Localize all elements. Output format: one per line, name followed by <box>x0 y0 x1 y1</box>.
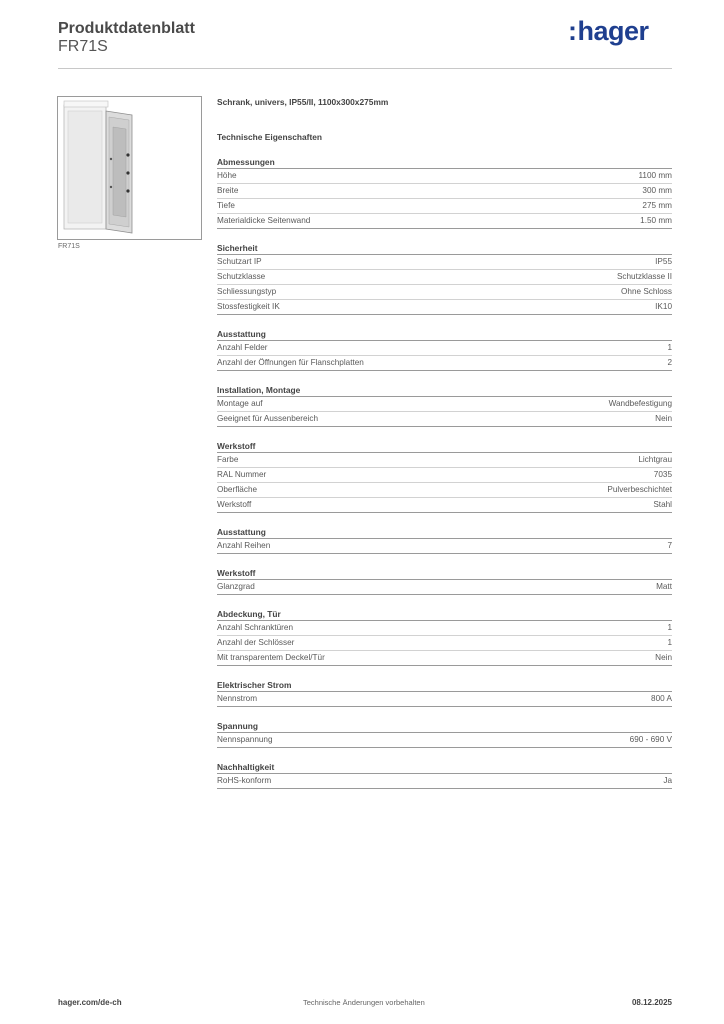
spec-value: Stahl <box>653 500 672 509</box>
spec-label: Stossfestigkeit IK <box>217 302 280 311</box>
spec-label: Glanzgrad <box>217 582 255 591</box>
spec-value: Pulverbeschichtet <box>607 485 672 494</box>
header-divider <box>58 68 672 69</box>
technical-properties-heading: Technische Eigenschaften <box>217 132 323 142</box>
spec-label: Breite <box>217 186 239 195</box>
spec-section <box>217 608 672 666</box>
spec-label: Nennspannung <box>217 735 273 744</box>
spec-value: Matt <box>656 582 672 591</box>
section-title: Ausstattung <box>217 328 672 341</box>
spec-section <box>217 720 672 748</box>
spec-label: Anzahl der Schlösser <box>217 638 295 647</box>
section-title: Elektrischer Strom <box>217 679 672 692</box>
spec-row <box>217 255 672 270</box>
spec-value: Schutzklasse II <box>616 272 672 281</box>
spec-label: Montage auf <box>217 399 263 408</box>
spec-label: Anzahl Reihen <box>217 541 271 550</box>
specifications <box>217 96 672 789</box>
hager-logo: :hager <box>568 16 649 46</box>
spec-value: 1 <box>667 343 672 352</box>
spec-row <box>217 285 672 300</box>
spec-value: 1 <box>667 623 672 632</box>
spec-row <box>217 539 672 554</box>
spec-value: 1100 mm <box>638 171 672 180</box>
spec-section <box>217 526 672 554</box>
product-code: FR71S <box>58 38 108 55</box>
spec-row <box>217 774 672 789</box>
product-image <box>57 96 202 240</box>
spec-value: 1.50 mm <box>640 216 672 225</box>
spec-row <box>217 636 672 651</box>
spec-row <box>217 621 672 636</box>
spec-value: 2 <box>667 358 672 367</box>
spec-row <box>217 468 672 483</box>
spec-value: 275 mm <box>642 201 672 210</box>
spec-section <box>217 328 672 371</box>
section-title: Werkstoff <box>217 567 672 580</box>
spec-label: Höhe <box>217 171 237 180</box>
logo-text: hager <box>577 16 649 46</box>
spec-value: 7 <box>667 541 672 550</box>
spec-label: Nennstrom <box>217 694 258 703</box>
section-title: Werkstoff <box>217 440 672 453</box>
spec-label: Werkstoff <box>217 500 252 509</box>
spec-label: Materialdicke Seitenwand <box>217 216 311 225</box>
spec-row <box>217 356 672 371</box>
spec-value: 800 A <box>651 694 672 703</box>
spec-label: Anzahl Felder <box>217 343 268 352</box>
spec-value: Wandbefestigung <box>608 399 672 408</box>
spec-label: RAL Nummer <box>217 470 267 479</box>
spec-value: IK10 <box>655 302 672 311</box>
spec-row <box>217 300 672 315</box>
spec-label: Farbe <box>217 455 239 464</box>
footer-website-link[interactable]: hager.com/de-ch <box>58 998 122 1007</box>
spec-section <box>217 242 672 315</box>
section-title: Abdeckung, Tür <box>217 608 672 621</box>
spec-label: Oberfläche <box>217 485 258 494</box>
spec-value: 1 <box>667 638 672 647</box>
spec-row <box>217 199 672 214</box>
spec-section <box>217 440 672 513</box>
spec-label: RoHS-konform <box>217 776 272 785</box>
spec-label: Schutzklasse <box>217 272 266 281</box>
product-description: Schrank, univers, IP55/II, 1100x300x275mm <box>217 97 389 107</box>
spec-section <box>217 761 672 789</box>
spec-value: Nein <box>655 414 672 423</box>
spec-value: Ja <box>663 776 672 785</box>
spec-value: Ohne Schloss <box>621 287 672 296</box>
section-title: Nachhaltigkeit <box>217 761 672 774</box>
spec-value: 300 mm <box>642 186 672 195</box>
spec-label: Tiefe <box>217 201 235 210</box>
spec-value: IP55 <box>655 257 672 266</box>
section-title: Sicherheit <box>217 242 672 255</box>
section-title: Abmessungen <box>217 156 672 169</box>
page-title: Produktdatenblatt <box>58 20 195 37</box>
spec-label: Mit transparentem Deckel/Tür <box>217 653 325 662</box>
spec-row <box>217 483 672 498</box>
spec-label: Anzahl der Öffnungen für Flanschplatten <box>217 358 364 367</box>
product-image-caption: FR71S <box>58 243 80 250</box>
spec-row <box>217 397 672 412</box>
spec-section <box>217 567 672 595</box>
spec-label: Geeignet für Aussenbereich <box>217 414 319 423</box>
section-title: Ausstattung <box>217 526 672 539</box>
spec-section <box>217 384 672 427</box>
section-title: Spannung <box>217 720 672 733</box>
spec-row <box>217 169 672 184</box>
spec-row <box>217 692 672 707</box>
spec-row <box>217 184 672 199</box>
spec-row <box>217 214 672 229</box>
footer-notice: Technische Änderungen vorbehalten <box>303 998 425 1007</box>
spec-value: Nein <box>655 653 672 662</box>
cabinet-illustration <box>58 97 201 239</box>
spec-value: 690 - 690 V <box>629 735 672 744</box>
spec-value: Lichtgrau <box>638 455 672 464</box>
spec-row <box>217 412 672 427</box>
spec-row <box>217 580 672 595</box>
spec-section <box>217 679 672 707</box>
spec-section <box>217 156 672 229</box>
spec-row <box>217 498 672 513</box>
spec-row <box>217 270 672 285</box>
spec-label: Schliessungstyp <box>217 287 277 296</box>
footer-date: 08.12.2025 <box>631 998 672 1007</box>
spec-row <box>217 341 672 356</box>
spec-row <box>217 651 672 666</box>
spec-label: Anzahl Schranktüren <box>217 623 294 632</box>
spec-row <box>217 733 672 748</box>
spec-value: 7035 <box>653 470 672 479</box>
spec-row <box>217 453 672 468</box>
section-title: Installation, Montage <box>217 384 672 397</box>
spec-label: Schutzart IP <box>217 257 262 266</box>
